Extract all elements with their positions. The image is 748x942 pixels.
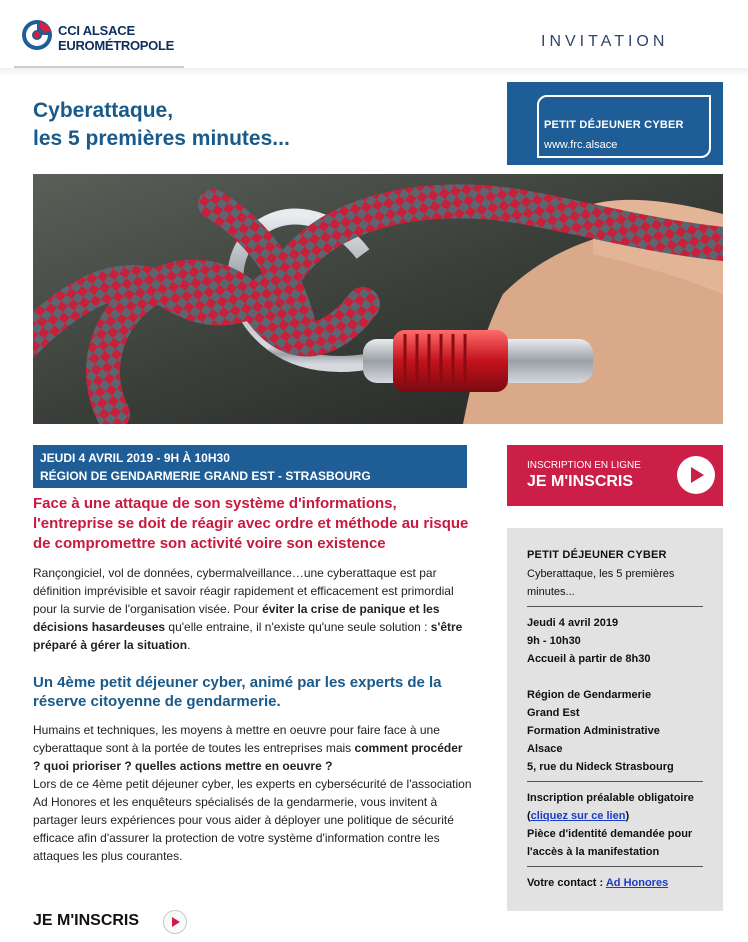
info-id-required: l'accès à la manifestation	[527, 846, 660, 858]
info-place-line: Alsace	[527, 743, 563, 755]
info-time: 9h - 10h30	[527, 635, 581, 647]
event-date: JEUDI 4 AVRIL 2019 - 9H À 10H30	[40, 451, 230, 465]
info-date: Jeudi 4 avril 2019	[527, 617, 619, 629]
bottom-register-link[interactable]	[33, 910, 233, 934]
play-icon	[677, 456, 715, 494]
info-place-line: Grand Est	[527, 707, 580, 719]
info-subtitle: Cyberattaque, les 5 premières minutes...	[527, 568, 675, 598]
bottom-register-label: JE M'INSCRIS	[33, 912, 140, 929]
badge-title: PETIT DÉJEUNER CYBER	[544, 119, 684, 131]
info-contact: Votre contact : Ad Honores	[527, 877, 669, 889]
info-divider	[527, 866, 703, 867]
info-place-line: Région de Gendarmerie	[527, 689, 652, 701]
event-info-panel	[507, 528, 723, 911]
event-date-band	[33, 445, 467, 488]
info-registration: Inscription préalable obligatoire	[527, 792, 694, 804]
info-divider	[527, 781, 703, 782]
title-line2: les 5 premières minutes...	[33, 127, 290, 150]
invitation-label: INVITATION	[541, 33, 669, 50]
logo-line1: CCI ALSACE	[58, 23, 135, 38]
info-welcome: Accueil à partir de 8h30	[527, 653, 651, 665]
cci-logo[interactable]	[20, 16, 190, 60]
badge-url: www.frc.alsace	[544, 139, 618, 151]
event-badge	[507, 82, 723, 165]
header-shade	[0, 68, 748, 76]
register-button-label: JE M'INSCRIS	[527, 473, 634, 490]
logo-line2: EUROMÉTROPOLE	[58, 38, 174, 53]
info-registration-link-line: (cliquez sur ce lien)	[527, 810, 630, 822]
register-button-caption: INSCRIPTION EN LIGNE	[527, 460, 641, 471]
page-title	[33, 97, 473, 153]
info-place-line: Formation Administrative	[527, 725, 660, 737]
cci-logo-icon	[20, 18, 54, 52]
body-paragraph: Humains et techniques, les moyens à mettre en oeuvre pour faire face à une cyberattaque sont à la portée de toutes les entreprises mais comment procéder ? quoi prioriser ? quelles actions mettre en oeuvre ? Lors de ce 4ème petit déjeuner cyber, les experts en cybersécurité de l'association Ad Honores et les enquêteurs spécialisés de la gendarmerie, vous invitent à partager leurs expériences pour vous aider à déployer une politique de sécurité efficace afin d'assurer la protection de votre système d'information contre les attaques les plus courantes.	[33, 723, 472, 863]
info-title: PETIT DÉJEUNER CYBER	[527, 549, 667, 561]
info-id-required: Pièce d'identité demandée pour	[527, 828, 693, 840]
event-location: RÉGION DE GENDARMERIE GRAND EST - STRASBOURG	[40, 469, 371, 483]
contact-link[interactable]: Ad Honores	[605, 877, 669, 889]
intro-paragraph: Rançongiciel, vol de données, cybermalveillance…une cyberattaque est par définition imprévisible et savoir réagir rapidement et efficacement est primordial pour la survie de l'organisation visée. Pour éviter la crise de panique et les décisions hasardeuses qu'elle entraine, il n'existe qu'une seule solution : s'être préparé à gérer la situation.	[33, 566, 463, 652]
info-place-line: 5, rue du Nideck Strasbourg	[527, 761, 674, 773]
subheading: Un 4ème petit déjeuner cyber, animé par les experts de la réserve citoyenne de gendarmerie.	[33, 674, 442, 710]
register-button[interactable]	[507, 445, 723, 506]
lead-paragraph: Face à une attaque de son système d'informations, l'entreprise se doit de réagir avec ordre et méthode au risque de compromettre son activité voire son existence	[33, 495, 469, 552]
title-line1: Cyberattaque,	[33, 99, 174, 122]
info-divider	[527, 606, 703, 607]
rope-carabiner-illustration	[33, 174, 723, 424]
hero-image	[33, 174, 723, 424]
play-icon	[163, 910, 187, 934]
registration-link[interactable]: cliquez sur ce lien	[530, 810, 626, 822]
